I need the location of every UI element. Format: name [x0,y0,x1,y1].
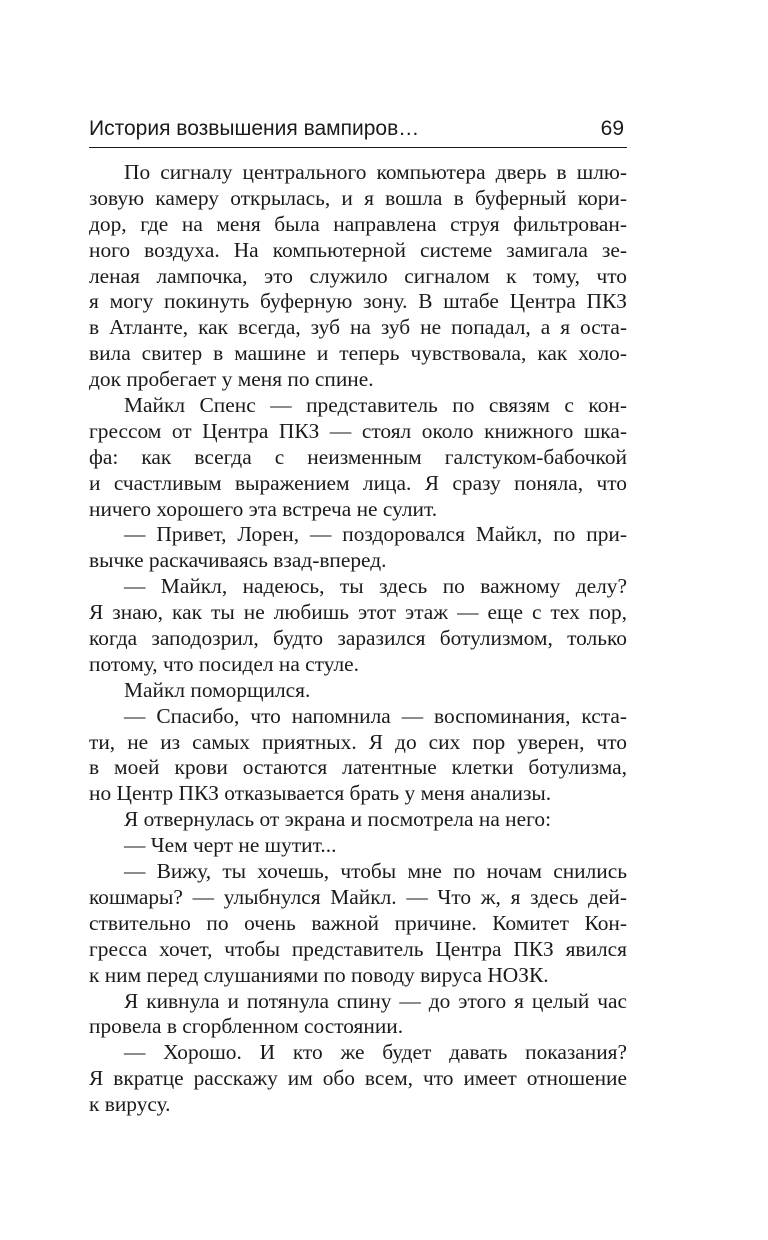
text-line: к ним перед слушаниями по поводу вируса НОЗК. [89,962,549,987]
text-line: вила свитер в машине и теперь чувствовала, как холо- [89,341,627,366]
text-line: По сигналу центрального компьютера дверь в шлю- [124,160,627,184]
text-line: ного воздуха. На компьютерной системе замигала зе- [89,237,627,262]
text-line: Я отвернулась от экрана и посмотрела на него: [124,807,552,832]
text-line: ствительно по очень важной причине. Комитет Кон- [89,910,627,935]
text-line: когда заподозрил, будто заразился ботулизмом, только [89,626,627,651]
text-line: — Спасибо, что напомнила — воспоминания, кста- [124,703,627,728]
text-line: но Центр ПКЗ отказывается брать у меня анализы. [89,781,552,806]
text-line: к вирусу. [89,1092,171,1117]
text-line: — Хорошо. И кто же будет давать показания? [124,1040,627,1065]
text-line: гресса хочет, чтобы представитель Центра ПКЗ явился [89,936,627,961]
text-line: док пробегает у меня по спине. [89,367,374,392]
text-line: Я вкратце расскажу им обо всем, что имеет отношение [89,1066,627,1091]
text-line: в моей крови остаются латентные клетки ботулизма, [89,755,627,780]
text-line: Я знаю, как ты не любишь этот этаж — еще с тех пор, [89,600,627,625]
text-line: Майкл поморщился. [124,677,311,702]
text-line: вычке раскачиваясь взад-вперед. [89,548,387,573]
text-line: — Майкл, надеюсь, ты здесь по важному делу? [124,574,627,599]
text-line: Я кивнула и потянула спину — до этого я целый час [124,988,627,1013]
running-title: История возвышения вампиров… [89,117,420,140]
text-line: Майкл Спенс — представитель по связям с кон- [124,393,627,418]
page-text [89,160,627,1118]
text-line: в Атланте, как всегда, зуб на зуб не попадал, а я оста- [89,315,627,340]
text-line: грессом от Центра ПКЗ — стоял около книжного шка- [89,418,627,443]
text-line: потому, что посидел на стуле. [89,651,360,676]
text-line: провела в сгорбленном состоянии. [89,1014,404,1039]
text-line: — Вижу, ты хочешь, чтобы мне по ночам снились [124,859,627,884]
running-header [89,110,627,148]
text-line: кошмары? — улыбнулся Майкл. — Что ж, я здесь дей- [89,884,627,909]
text-line: ничего хорошего эта встреча не сулит. [89,496,438,521]
text-line: леная лампочка, это служило сигналом к тому, что [89,263,627,288]
text-line: дор, где на меня была направлена струя фильтрован- [89,211,627,236]
text-line: ти, не из самых приятных. Я до сих пор уверен, что [89,729,627,754]
text-line: фа: как всегда с неизменным галстуком-бабочкой [89,444,627,469]
text-line: я могу покинуть буферную зону. В штабе Центра ПКЗ [89,289,627,314]
page-number: 69 [600,117,624,140]
text-line: и счастливым выражением лица. Я сразу поняла, что [89,470,627,495]
text-line: — Привет, Лорен, — поздоровался Майкл, по при- [124,522,627,547]
text-line: — Чем черт не шутит... [124,833,337,858]
text-line: зовую камеру открылась, и я вошла в буферный кори- [89,185,627,210]
